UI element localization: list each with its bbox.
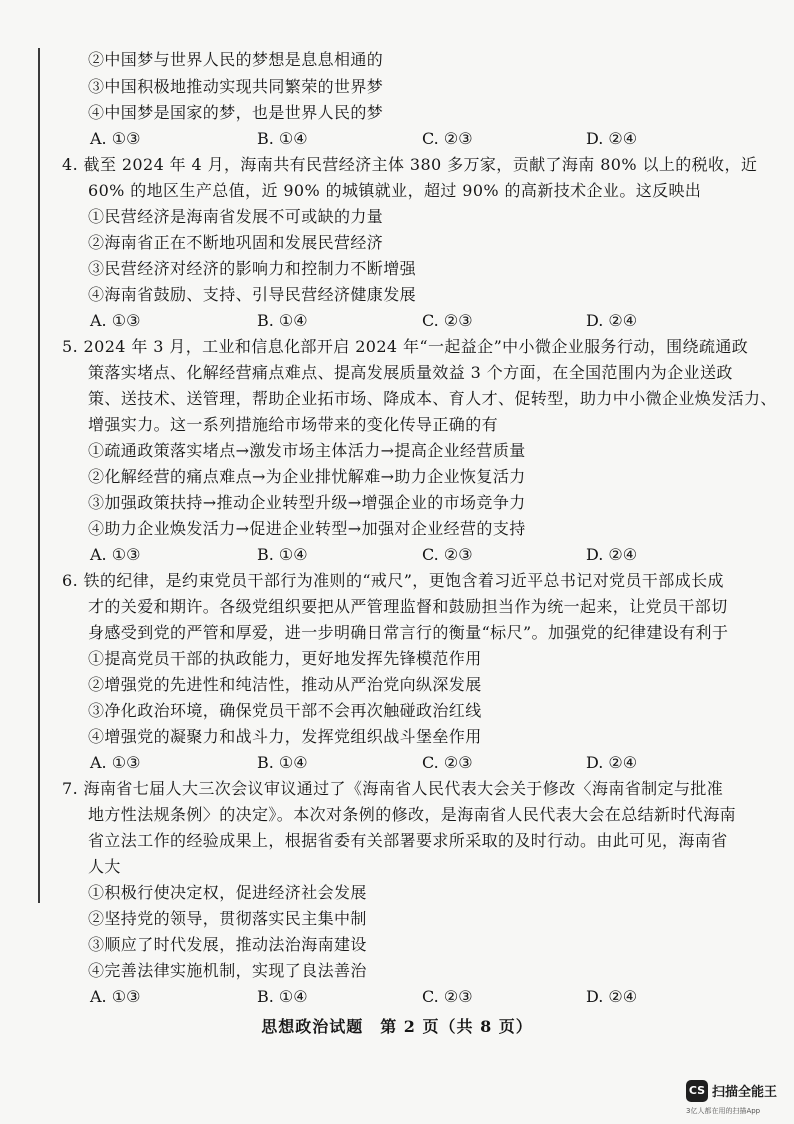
q7-stem-line-2: 地方性法规条例〉的决定》。本次对条例的修改，是海南省人民代表大会在总结新时代海南 [88, 805, 737, 824]
q6-item-1: ①提高党员干部的执政能力，更好地发挥先锋模范作用 [88, 649, 482, 668]
q7-stem-line-1: 7. 海南省七届人大三次会议审议通过了《海南省人民代表大会关于修改〈海南省制定与批准 [62, 779, 724, 798]
q4-item-2: ②海南省正在不断地巩固和发展民营经济 [88, 233, 384, 252]
q7-item-3: ③顺应了时代发展，推动法治海南建设 [88, 935, 367, 954]
q6-option-a[interactable]: A. ①③ [90, 753, 141, 772]
q6-stem-line-3: 身感受到党的严管和厚爱，进一步明确日常言行的衡量“标尺”。加强党的纪律建设有利于 [88, 623, 729, 642]
q6-stem-line-2: 才的关爱和期许。各级党组织要把从严管理监督和鼓励担当作为统一起来，让党员干部切 [88, 597, 728, 616]
q6-item-2: ②增强党的先进性和纯洁性，推动从严治党向纵深发展 [88, 675, 482, 694]
q5-option-b[interactable]: B. ①④ [257, 545, 308, 564]
q5-item-3: ③加强政策扶持→推动企业转型升级→增强企业的市场竞争力 [88, 493, 526, 512]
q3-option-a[interactable]: A. ①③ [90, 129, 141, 148]
q3-option-c[interactable]: C. ②③ [422, 129, 473, 148]
q5-stem-line-4: 增强实力。这一系列措施给市场带来的变化传导正确的有 [88, 415, 499, 434]
q5-item-1: ①疏通政策落实堵点→激发市场主体活力→提高企业经营质量 [88, 441, 526, 460]
q3-item-4: ④中国梦是国家的梦，也是世界人民的梦 [88, 103, 384, 122]
q7-item-1: ①积极行使决定权，促进经济社会发展 [88, 883, 367, 902]
q7-option-b[interactable]: B. ①④ [257, 987, 308, 1006]
q5-stem-line-2: 策落实堵点、化解经营痛点难点、提高发展质量效益 3 个方面，在全国范围内为企业送政 [88, 363, 733, 382]
q4-option-d[interactable]: D. ②④ [586, 311, 638, 330]
q4-item-3: ③民营经济对经济的影响力和控制力不断增强 [88, 259, 417, 278]
q6-item-4: ④增强党的凝聚力和战斗力，发挥党组织战斗堡垒作用 [88, 727, 482, 746]
q7-option-a[interactable]: A. ①③ [90, 987, 141, 1006]
page-footer: 思想政治试题 第 2 页（共 8 页） [261, 1017, 533, 1036]
q5-option-c[interactable]: C. ②③ [422, 545, 473, 564]
q7-stem-line-4: 人大 [88, 857, 121, 876]
q7-item-2: ②坚持党的领导，贯彻落实民主集中制 [88, 909, 367, 928]
camscanner-logo-icon: CS [686, 1080, 708, 1102]
q6-item-3: ③净化政治环境，确保党员干部不会再次触碰政治红线 [88, 701, 482, 720]
scanner-badge [686, 1080, 778, 1120]
q4-stem-line-1: 4. 截至 2024 年 4 月，海南共有民营经济主体 380 多万家，贡献了海南 80% 以上的税收，近 [62, 155, 758, 174]
q4-option-a[interactable]: A. ①③ [90, 311, 141, 330]
q5-option-a[interactable]: A. ①③ [90, 545, 141, 564]
q4-item-1: ①民营经济是海南省发展不可或缺的力量 [88, 207, 384, 226]
q5-stem-line-3: 策、送技术、送管理，帮助企业拓市场、降成本、育人才、促转型，助力中小微企业焕发活力、 [88, 389, 777, 408]
q7-option-d[interactable]: D. ②④ [586, 987, 638, 1006]
q3-item-2: ②中国梦与世界人民的梦想是息息相通的 [88, 50, 384, 69]
q6-stem-line-1: 6. 铁的纪律，是约束党员干部行为准则的“戒尺”，更饱含着习近平总书记对党员干部成长成 [62, 571, 724, 590]
q3-item-3: ③中国积极地推动实现共同繁荣的世界梦 [88, 77, 384, 96]
q3-option-d[interactable]: D. ②④ [586, 129, 638, 148]
q7-option-c[interactable]: C. ②③ [422, 987, 473, 1006]
q7-stem-line-3: 省立法工作的经验成果上，根据省委有关部署要求所采取的及时行动。由此可见，海南省 [88, 831, 728, 850]
q5-option-d[interactable]: D. ②④ [586, 545, 638, 564]
q5-stem-line-1: 5. 2024 年 3 月，工业和信息化部开启 2024 年“一起益企”中小微企业服务行动，围绕疏通政 [62, 337, 749, 356]
q4-stem-line-2: 60% 的地区生产总值，近 90% 的城镇就业，超过 90% 的高新技术企业。这反映出 [88, 181, 702, 200]
scanner-badge-title: 扫描全能王 [712, 1085, 778, 1100]
scanner-badge-subtitle: 3亿人都在用的扫描App [686, 1107, 761, 1115]
q4-item-4: ④海南省鼓励、支持、引导民营经济健康发展 [88, 285, 417, 304]
q6-option-d[interactable]: D. ②④ [586, 753, 638, 772]
q6-option-c[interactable]: C. ②③ [422, 753, 473, 772]
q6-option-b[interactable]: B. ①④ [257, 753, 308, 772]
q5-item-4: ④助力企业焕发活力→促进企业转型→加强对企业经营的支持 [88, 519, 526, 538]
q7-item-4: ④完善法律实施机制，实现了良法善治 [88, 961, 367, 980]
q5-item-2: ②化解经营的痛点难点→为企业排忧解难→助力企业恢复活力 [88, 467, 526, 486]
q4-option-c[interactable]: C. ②③ [422, 311, 473, 330]
q4-option-b[interactable]: B. ①④ [257, 311, 308, 330]
q3-option-b[interactable]: B. ①④ [257, 129, 308, 148]
